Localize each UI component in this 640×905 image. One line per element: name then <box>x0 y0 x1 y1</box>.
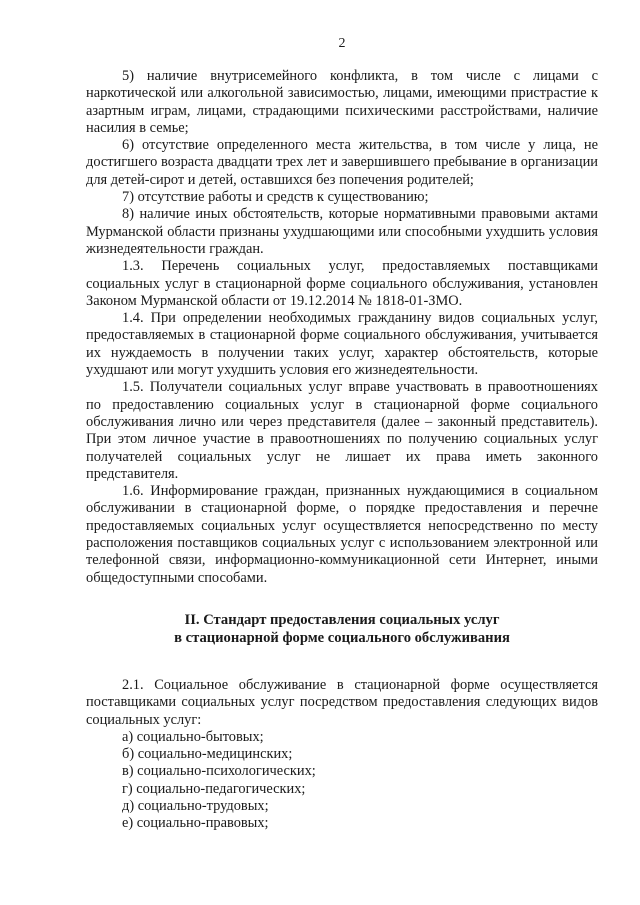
list-item: а) социально-бытовых; <box>122 728 264 745</box>
list-item: е) социально-правовых; <box>122 815 269 832</box>
paragraph-1-5: 1.5. Получатели социальных услуг вправе участвовать в правоотношениях по предоставлению социальных услуг в стационарной форме социального обслуживания лично или через представителя (далее – законный представитель). При этом личное участие в правоотношениях по получению социальных услуг получателей социальных услуг не лишает их права иметь законного представителя. <box>86 379 598 482</box>
list-item: д) социально-трудовых; <box>122 797 269 814</box>
paragraph-1-4: 1.4. При определении необходимых гражданину видов социальных услуг, предоставляемых в стационарной форме социального обслуживания, учитывается их нуждаемость в получении таких услуг, характер обстоятельств, которые ухудшают или могут ухудшить условия его жизнедеятельности. <box>86 310 598 379</box>
paragraph-1-3: 1.3. Перечень социальных услуг, предоставляемых поставщиками социальных услуг в стационарной форме социального обслуживания, установлен Законом Мурманской области от 19.12.2014 № 1818-01-ЗМО. <box>86 258 598 309</box>
page-number: 2 <box>338 36 346 51</box>
paragraph-2-1: 2.1. Социальное обслуживание в стационарной форме осуществляется поставщиками социальных услуг посредством предоставления следующих видов социальных услуг: <box>86 676 598 728</box>
paragraph-item-8: 8) наличие иных обстоятельств, которые нормативными правовыми актами Мурманской области признаны ухудшающими или способными ухудшить условия жизнедеятельности граждан. <box>86 206 598 257</box>
list-item: б) социально-медицинских; <box>122 746 293 763</box>
paragraph-item-5: 5) наличие внутрисемейного конфликта, в том числе с лицами с наркотической или алкогольной зависимостью, лицами, имеющими пристрастие к азартным играм, лицами, страдающими психическими расстройствами, наличие насилия в семье; <box>86 68 598 136</box>
section-heading <box>86 611 598 647</box>
document-body <box>86 68 598 833</box>
section-heading-line-2: в стационарной форме социального обслуживания <box>174 629 510 646</box>
paragraph-item-7: 7) отсутствие работы и средств к существованию; <box>122 189 429 206</box>
paragraph-item-6: 6) отсутствие определенного места жительства, в том числе у лица, не достигшего возраста двадцати трех лет и завершившего пребывание в организации для детей-сирот и детей, оставшихся без попечения родителей; <box>86 137 598 188</box>
paragraph-1-6: 1.6. Информирование граждан, признанных нуждающимися в социальном обслуживании в стационарной форме, о порядке предоставления и перечне предоставляемых социальных услуг осуществляется непосредственно по месту расположения поставщиков социальных услуг с использованием электронной или телефонной связи, информационно-коммуникационной сети Интернет, иными общедоступными способами. <box>86 483 598 586</box>
section-heading-line-1: II. Стандарт предоставления социальных услуг <box>184 611 500 628</box>
list-item: г) социально-педагогических; <box>122 780 306 797</box>
list-item: в) социально-психологических; <box>122 763 316 780</box>
